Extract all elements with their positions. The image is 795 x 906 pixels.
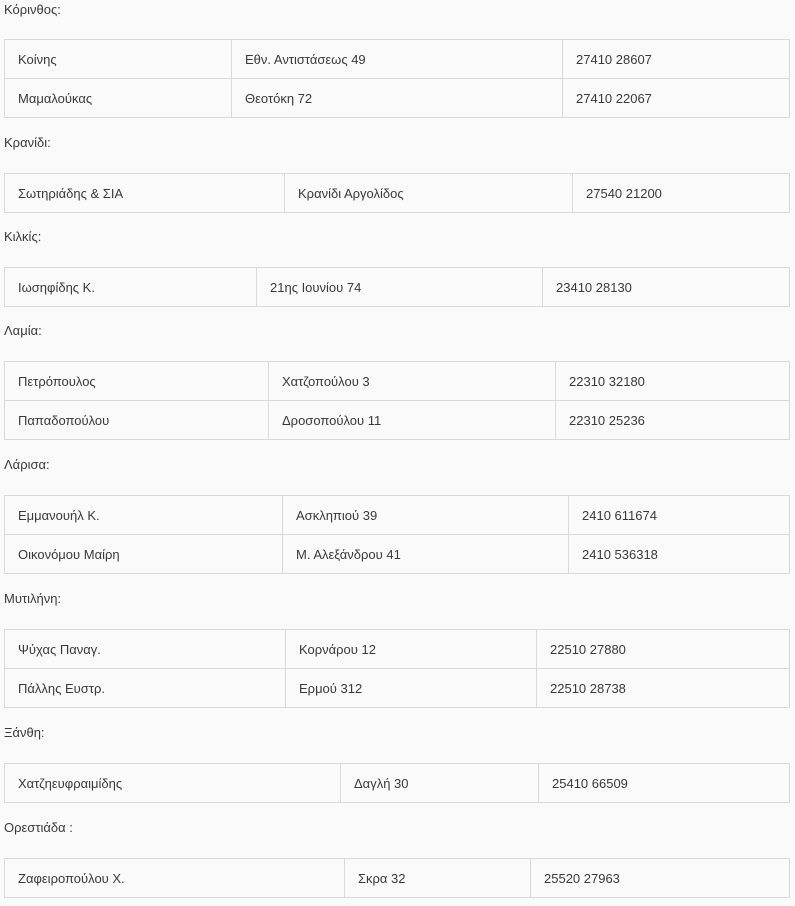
name-cell: Πετρόπουλος — [5, 362, 269, 401]
pharmacy-table — [4, 858, 790, 898]
city-heading: Λάρισα: — [4, 457, 50, 472]
table-row — [5, 496, 790, 535]
phone-cell: 27540 21200 — [573, 174, 790, 213]
address-cell: Κρανίδι Αργολίδος — [285, 174, 573, 213]
table-row — [5, 535, 790, 574]
table-row — [5, 174, 790, 213]
address-cell: Εθν. Αντιστάσεως 49 — [232, 40, 563, 79]
address-cell: Ερμού 312 — [286, 669, 537, 708]
name-cell: Παπαδοπούλου — [5, 401, 269, 440]
phone-cell: 27410 28607 — [563, 40, 790, 79]
address-cell: Δαγλή 30 — [341, 764, 539, 803]
name-cell: Οικονόμου Μαίρη — [5, 535, 283, 574]
city-heading: Ξάνθη: — [4, 725, 45, 740]
address-cell: Κορνάρου 12 — [286, 630, 537, 669]
table-row — [5, 40, 790, 79]
phone-cell: 25520 27963 — [531, 859, 790, 898]
pharmacy-table — [4, 39, 790, 118]
table-row — [5, 669, 790, 708]
city-heading: Κιλκίς: — [4, 229, 42, 244]
table-row — [5, 859, 790, 898]
name-cell: Σωτηριάδης & ΣΙΑ — [5, 174, 285, 213]
phone-cell: 23410 28130 — [543, 268, 790, 307]
name-cell: Χατζηευφραιμίδης — [5, 764, 341, 803]
city-heading: Μυτιλήνη: — [4, 591, 62, 606]
name-cell: Εμμανουήλ Κ. — [5, 496, 283, 535]
address-cell: Δροσοπούλου 11 — [269, 401, 556, 440]
phone-cell: 2410 611674 — [569, 496, 790, 535]
address-cell: Χατζοπούλου 3 — [269, 362, 556, 401]
address-cell: Μ. Αλεξάνδρου 41 — [283, 535, 569, 574]
phone-cell: 27410 22067 — [563, 79, 790, 118]
table-row — [5, 401, 790, 440]
city-heading: Κόρινθος: — [4, 2, 61, 17]
address-cell: Σκρα 32 — [345, 859, 531, 898]
table-row — [5, 79, 790, 118]
table-row — [5, 268, 790, 307]
phone-cell: 22310 25236 — [556, 401, 790, 440]
phone-cell: 25410 66509 — [539, 764, 790, 803]
name-cell: Κοίνης — [5, 40, 232, 79]
table-row — [5, 362, 790, 401]
city-heading: Ορεστιάδα : — [4, 820, 73, 835]
phone-cell: 2410 536318 — [569, 535, 790, 574]
name-cell: Ιωσηφίδης Κ. — [5, 268, 257, 307]
address-cell: Ασκληπιού 39 — [283, 496, 569, 535]
table-row — [5, 630, 790, 669]
pharmacy-table — [4, 495, 790, 574]
table-row — [5, 764, 790, 803]
address-cell: Θεοτόκη 72 — [232, 79, 563, 118]
pharmacy-table — [4, 361, 790, 440]
pharmacy-table — [4, 629, 790, 708]
phone-cell: 22510 27880 — [537, 630, 790, 669]
name-cell: Ψύχας Παναγ. — [5, 630, 286, 669]
phone-cell: 22510 28738 — [537, 669, 790, 708]
phone-cell: 22310 32180 — [556, 362, 790, 401]
pharmacy-table — [4, 763, 790, 803]
city-heading: Λαμία: — [4, 323, 42, 338]
address-cell: 21ης Ιουνίου 74 — [257, 268, 543, 307]
name-cell: Μαμαλούκας — [5, 79, 232, 118]
pharmacy-table — [4, 267, 790, 307]
name-cell: Πάλλης Ευστρ. — [5, 669, 286, 708]
city-heading: Κρανίδι: — [4, 135, 51, 150]
pharmacy-table — [4, 173, 790, 213]
name-cell: Ζαφειροπούλου Χ. — [5, 859, 345, 898]
